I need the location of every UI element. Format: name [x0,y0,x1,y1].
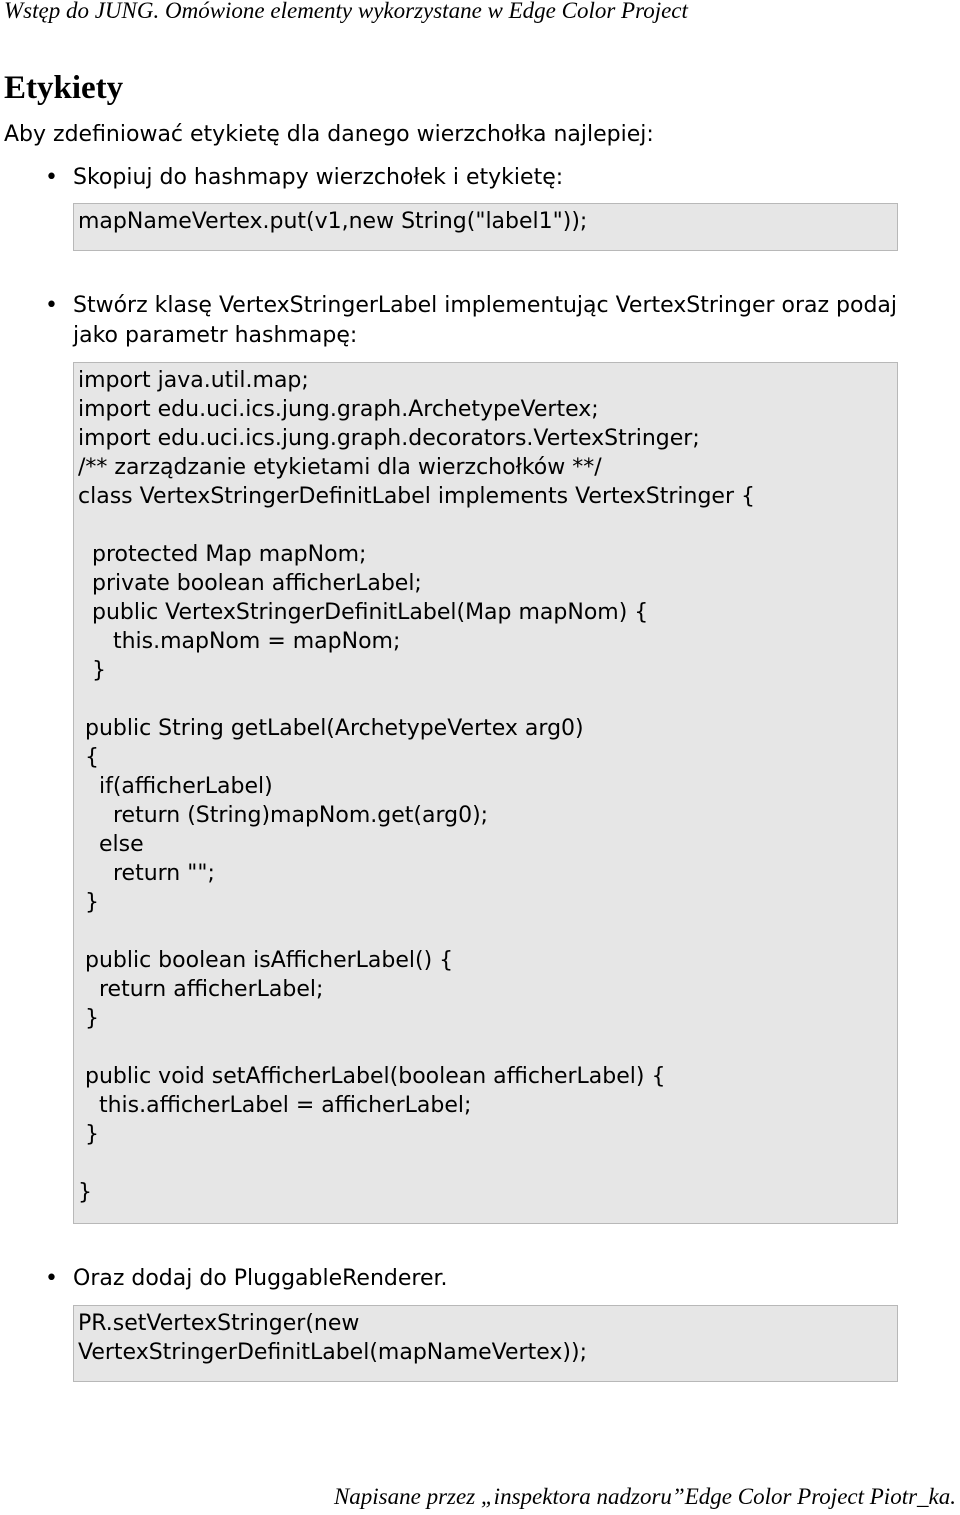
code-line: /** zarządzanie etykietami dla wierzchołków **/ [78,455,602,480]
code-line: } [78,1122,99,1147]
code-line [78,511,893,540]
code-line: return afficherLabel; [78,977,324,1002]
page-header: Wstęp do JUNG. Omówione elementy wykorzystane w Edge Color Project [4,0,688,23]
code-line: import edu.uci.ics.jung.graph.ArchetypeVertex; [78,397,599,422]
code-line: private boolean afficherLabel; [78,571,422,596]
code-line: protected Map mapNom; [78,542,367,567]
code-line: public boolean isAfficherLabel() { [78,948,454,973]
code-line [78,685,893,714]
code-line: public VertexStringerDefinitLabel(Map mapNom) { [78,600,649,625]
code-line: public void setAfficherLabel(boolean afficherLabel) { [78,1064,666,1089]
code-line: { [78,745,99,770]
code-line: mapNameVertex.put(v1,new String("label1")); [78,209,588,234]
code-line: return ""; [78,861,215,886]
code-line: else [78,832,144,857]
bullet-marker: • [45,1266,58,1291]
code-line: return (String)mapNom.get(arg0); [78,803,489,828]
code-line: public String getLabel(ArchetypeVertex arg0) [78,716,584,741]
bullet-marker: • [45,165,58,190]
code-line: PR.setVertexStringer(new [78,1311,360,1336]
bullet-marker: • [45,293,58,318]
code-line: this.afficherLabel = afficherLabel; [78,1093,472,1118]
code-line: } [78,1180,92,1205]
code-block-class [73,362,898,1224]
code-line: VertexStringerDefinitLabel(mapNameVertex)); [78,1340,587,1365]
code-block-renderer [73,1305,898,1382]
page-footer: Napisane przez „inspektora nadzoru”Edge Color Project Piotr_ka. [333,1484,956,1509]
bullet-text-pluggable-renderer: Oraz dodaj do PluggableRenderer. [73,1266,448,1291]
code-line: this.mapNom = mapNom; [78,629,401,654]
code-block-put [73,203,898,251]
code-line: import edu.uci.ics.jung.graph.decorators.VertexStringer; [78,426,700,451]
code-line: class VertexStringerDefinitLabel implements VertexStringer { [78,484,756,509]
bullet-text-copy-to-hashmap: Skopiuj do hashmapy wierzchołek i etykietę: [73,165,564,190]
section-heading: Etykiety [4,70,124,106]
code-line: if(afficherLabel) [78,774,273,799]
code-line: } [78,890,99,915]
bullet-text-create-class: Stwórz klasę VertexStringerLabel implementując VertexStringer oraz podaj jako parametr hashmapę: [73,293,898,348]
code-line: } [78,1006,99,1031]
code-line [78,1149,893,1178]
code-line [78,1033,893,1062]
code-line [78,917,893,946]
intro-text: Aby zdefiniować etykietę dla danego wierzchołka najlepiej: [4,122,654,147]
code-line: import java.util.map; [78,368,309,393]
code-line: } [78,658,106,683]
